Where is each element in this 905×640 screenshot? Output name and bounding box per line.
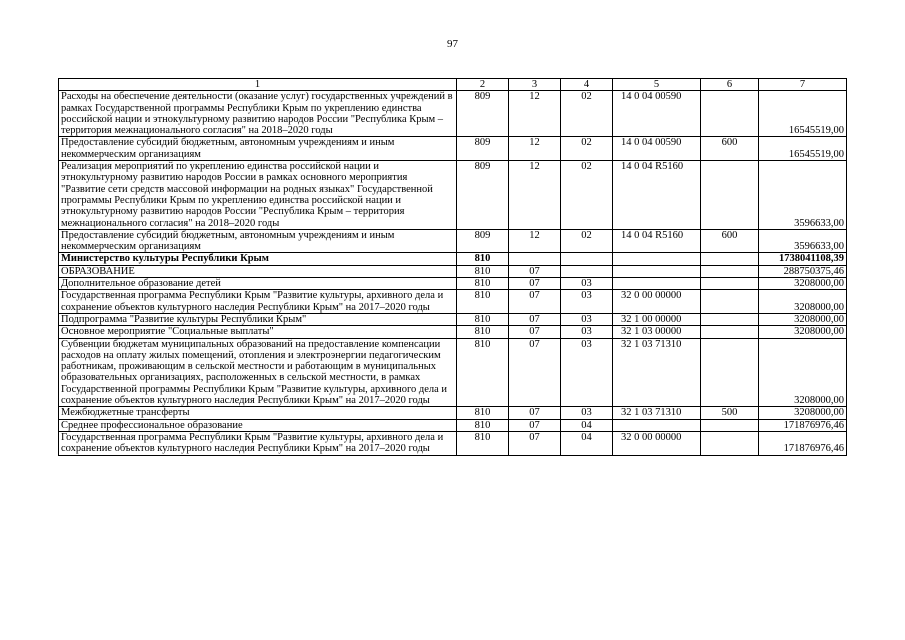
expense-type-cell xyxy=(701,253,759,265)
target-article-cell xyxy=(613,265,701,277)
section-code-cell: 12 xyxy=(509,161,561,230)
amount-cell: 3208000,00 xyxy=(759,313,847,325)
row-name-cell: Основное мероприятие "Социальные выплаты" xyxy=(59,326,457,338)
subsection-code-cell: 03 xyxy=(561,338,613,407)
column-number: 7 xyxy=(759,79,847,91)
department-code-cell: 810 xyxy=(457,290,509,314)
column-number: 5 xyxy=(613,79,701,91)
subsection-code-cell xyxy=(561,253,613,265)
row-name-cell: Субвенции бюджетам муниципальных образований на предоставление компенсации расходов на оплату жилых помещений, отопления и электроэнергии педагогическим работникам, проживающим в сельской местности и работающим в муниципальных образовательных организациях, расположенных в сельской местности, в рамках Государственной программы Республики Крым "Развитие культуры, архивного дела и сохранение объектов культурного наследия Республики Крым" на 2017–2020 годы xyxy=(59,338,457,407)
subsection-code-cell: 03 xyxy=(561,278,613,290)
target-article-cell: 32 1 03 71310 xyxy=(613,338,701,407)
expense-type-cell xyxy=(701,161,759,230)
department-code-cell: 809 xyxy=(457,91,509,137)
table-row xyxy=(59,91,847,137)
row-name-cell: Государственная программа Республики Крым "Развитие культуры, архивного дела и сохранение объектов культурного наследия Республики Крым" на 2017–2020 годы xyxy=(59,431,457,455)
row-name-cell: Расходы на обеспечение деятельности (оказание услуг) государственных учреждений в рамках Государственной программы Республики Крым по укреплению единства российской нации и этнокультурному развитию народов России "Республика Крым – территория межнационального согласия" на 2018–2020 годы xyxy=(59,91,457,137)
amount-cell: 16545519,00 xyxy=(759,91,847,137)
subsection-code-cell: 03 xyxy=(561,407,613,419)
row-name-cell: Дополнительное образование детей xyxy=(59,278,457,290)
expense-type-cell xyxy=(701,419,759,431)
section-code-cell: 12 xyxy=(509,91,561,137)
page-number: 97 xyxy=(447,38,458,50)
expense-type-cell xyxy=(701,91,759,137)
target-article-cell xyxy=(613,419,701,431)
table-row xyxy=(59,265,847,277)
amount-cell: 16545519,00 xyxy=(759,137,847,161)
table-row xyxy=(59,290,847,314)
target-article-cell: 14 0 04 R5160 xyxy=(613,229,701,253)
expense-type-cell xyxy=(701,326,759,338)
expense-type-cell xyxy=(701,265,759,277)
subsection-code-cell: 04 xyxy=(561,431,613,455)
column-number: 4 xyxy=(561,79,613,91)
department-code-cell: 809 xyxy=(457,229,509,253)
column-number: 2 xyxy=(457,79,509,91)
target-article-cell: 32 1 03 71310 xyxy=(613,407,701,419)
department-code-cell: 810 xyxy=(457,265,509,277)
subsection-code-cell: 04 xyxy=(561,419,613,431)
target-article-cell: 14 0 04 00590 xyxy=(613,91,701,137)
target-article-cell xyxy=(613,278,701,290)
target-article-cell: 32 0 00 00000 xyxy=(613,290,701,314)
table-row xyxy=(59,338,847,407)
department-code-cell: 810 xyxy=(457,431,509,455)
section-code-cell: 07 xyxy=(509,419,561,431)
table-row xyxy=(59,137,847,161)
expense-type-cell xyxy=(701,338,759,407)
amount-cell: 288750375,46 xyxy=(759,265,847,277)
column-number-row xyxy=(59,79,847,91)
row-name-cell: Предоставление субсидий бюджетным, автономным учреждениям и иным некоммерческим организациям xyxy=(59,229,457,253)
department-code-cell: 810 xyxy=(457,253,509,265)
subsection-code-cell: 03 xyxy=(561,326,613,338)
target-article-cell: 32 1 00 00000 xyxy=(613,313,701,325)
column-number: 1 xyxy=(59,79,457,91)
table-row xyxy=(59,431,847,455)
row-name-cell: Межбюджетные трансферты xyxy=(59,407,457,419)
section-code-cell: 12 xyxy=(509,137,561,161)
target-article-cell: 32 1 03 00000 xyxy=(613,326,701,338)
department-code-cell: 810 xyxy=(457,326,509,338)
amount-cell: 171876976,46 xyxy=(759,419,847,431)
subsection-code-cell: 02 xyxy=(561,229,613,253)
expense-type-cell: 600 xyxy=(701,229,759,253)
row-name-cell: Министерство культуры Республики Крым xyxy=(59,253,457,265)
table-row xyxy=(59,326,847,338)
column-number: 6 xyxy=(701,79,759,91)
expense-type-cell xyxy=(701,313,759,325)
table-row xyxy=(59,229,847,253)
section-code-cell: 07 xyxy=(509,290,561,314)
expense-type-cell: 500 xyxy=(701,407,759,419)
amount-cell: 3208000,00 xyxy=(759,290,847,314)
table-row xyxy=(59,407,847,419)
subsection-code-cell: 02 xyxy=(561,91,613,137)
amount-cell: 3208000,00 xyxy=(759,278,847,290)
amount-cell: 3208000,00 xyxy=(759,407,847,419)
amount-cell: 3208000,00 xyxy=(759,326,847,338)
section-code-cell: 07 xyxy=(509,265,561,277)
department-code-cell: 810 xyxy=(457,407,509,419)
subsection-code-cell: 03 xyxy=(561,313,613,325)
row-name-cell: Реализация мероприятий по укреплению единства российской нации и этнокультурному развитию народов России в рамках основного мероприятия "Развитие сети средств массовой информации на родных языках" Государственной программы Республики Крым по укреплению единства российской нации и этнокультурному развитию народов России "Республика Крым – территория межнационального согласия" на 2018–2020 годы xyxy=(59,161,457,230)
subsection-code-cell: 02 xyxy=(561,137,613,161)
row-name-cell: Государственная программа Республики Крым "Развитие культуры, архивного дела и сохранение объектов культурного наследия Республики Крым" на 2017–2020 годы xyxy=(59,290,457,314)
amount-cell: 1738041108,39 xyxy=(759,253,847,265)
table-row xyxy=(59,419,847,431)
target-article-cell: 14 0 04 R5160 xyxy=(613,161,701,230)
section-code-cell: 07 xyxy=(509,326,561,338)
row-name-cell: ОБРАЗОВАНИЕ xyxy=(59,265,457,277)
table-row xyxy=(59,161,847,230)
section-code-cell: 07 xyxy=(509,431,561,455)
section-code-cell: 07 xyxy=(509,407,561,419)
row-name-cell: Предоставление субсидий бюджетным, автономным учреждениям и иным некоммерческим организациям xyxy=(59,137,457,161)
target-article-cell xyxy=(613,253,701,265)
table-row xyxy=(59,253,847,265)
department-code-cell: 809 xyxy=(457,161,509,230)
section-code-cell: 07 xyxy=(509,338,561,407)
target-article-cell: 14 0 04 00590 xyxy=(613,137,701,161)
department-code-cell: 810 xyxy=(457,313,509,325)
expense-type-cell: 600 xyxy=(701,137,759,161)
department-code-cell: 810 xyxy=(457,278,509,290)
subsection-code-cell: 03 xyxy=(561,290,613,314)
subsection-code-cell xyxy=(561,265,613,277)
section-code-cell: 07 xyxy=(509,313,561,325)
budget-table-body xyxy=(59,79,847,456)
row-name-cell: Подпрограмма "Развитие культуры Республики Крым" xyxy=(59,313,457,325)
target-article-cell: 32 0 00 00000 xyxy=(613,431,701,455)
subsection-code-cell: 02 xyxy=(561,161,613,230)
expense-type-cell xyxy=(701,290,759,314)
section-code-cell xyxy=(509,253,561,265)
column-number: 3 xyxy=(509,79,561,91)
expense-type-cell xyxy=(701,431,759,455)
amount-cell: 3208000,00 xyxy=(759,338,847,407)
department-code-cell: 810 xyxy=(457,338,509,407)
section-code-cell: 07 xyxy=(509,278,561,290)
amount-cell: 3596633,00 xyxy=(759,161,847,230)
amount-cell: 171876976,46 xyxy=(759,431,847,455)
department-code-cell: 810 xyxy=(457,419,509,431)
table-row xyxy=(59,313,847,325)
table-row xyxy=(59,278,847,290)
expense-type-cell xyxy=(701,278,759,290)
row-name-cell: Среднее профессиональное образование xyxy=(59,419,457,431)
amount-cell: 3596633,00 xyxy=(759,229,847,253)
budget-table xyxy=(58,78,847,456)
department-code-cell: 809 xyxy=(457,137,509,161)
section-code-cell: 12 xyxy=(509,229,561,253)
